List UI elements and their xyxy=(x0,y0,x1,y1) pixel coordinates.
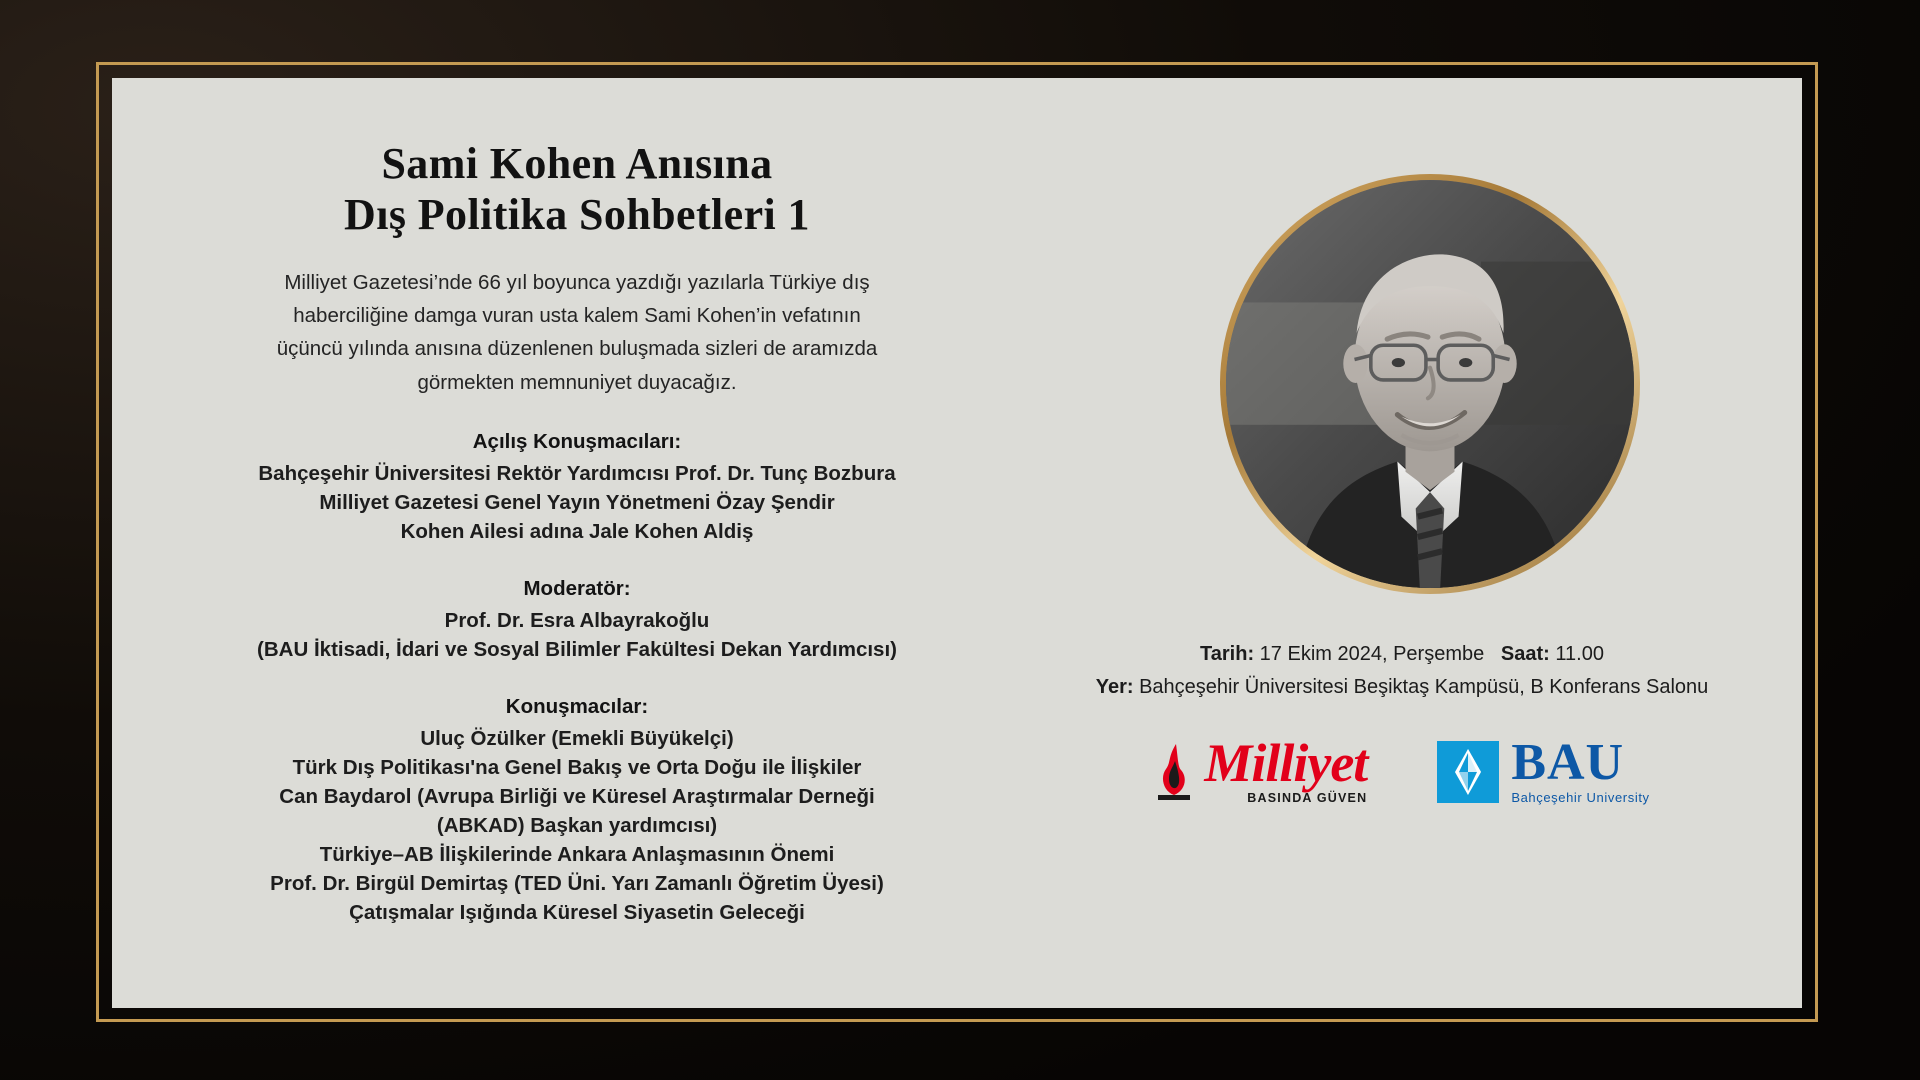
place-label: Yer: xyxy=(1095,676,1134,698)
moderator-line: (BAU İktisadi, İdari ve Sosyal Bilimler Fakültesi Dekan Yardımcısı) xyxy=(257,637,897,661)
poster-media-column xyxy=(1042,78,1802,1008)
speaker-line: (ABKAD) Başkan yardımcısı) xyxy=(436,814,718,838)
place-value: Bahçeşehir Üniversitesi Beşiktaş Kampüsü, B Konferans Salonu xyxy=(1139,676,1709,698)
intro-paragraph: Milliyet Gazetesi’nde 66 yıl boyunca yazdığı yazılarla Türkiye dış haberciliğine damga vuran usta kalem Sami Kohen’in vefatının üçüncü yılında anısına düzenlenen buluşmada sizleri de aramızda görmekten memnuniyet duyacağız. xyxy=(276,271,878,394)
speaker-line: Can Baydarol (Avrupa Birliği ve Küresel Araştırmalar Derneği xyxy=(279,785,875,809)
milliyet-logo xyxy=(1154,733,1368,806)
event-date-time-row xyxy=(1042,638,1762,671)
event-place-row xyxy=(1042,671,1762,704)
speaker-line: Çatışmalar Işığında Küresel Siyasetin Geleceği xyxy=(349,901,805,925)
bau-abbr: BAU xyxy=(1511,733,1625,791)
title-line-1: Sami Kohen Anısına xyxy=(381,139,773,188)
opening-speaker-line: Bahçeşehir Üniversitesi Rektör Yardımcısı Prof. Dr. Tunç Bozbura xyxy=(258,461,896,485)
moderator-line: Prof. Dr. Esra Albayrakoğlu xyxy=(444,608,710,632)
poster-card xyxy=(112,78,1802,1008)
bau-logo xyxy=(1437,733,1650,805)
speaker-line: Türkiye–AB İlişkilerinde Ankara Anlaşmasının Önemi xyxy=(319,843,835,867)
bau-emblem-icon xyxy=(1437,741,1499,803)
time-label: Saat: xyxy=(1500,643,1550,665)
page-title xyxy=(152,138,1002,240)
opening-speakers-heading: Açılış Konuşmacıları: xyxy=(472,429,682,453)
flame-icon xyxy=(1154,743,1194,801)
logo-row xyxy=(1042,733,1762,806)
date-value: 17 Ekim 2024, Perşembe xyxy=(1259,643,1485,665)
opening-speakers-block xyxy=(152,426,1002,546)
bau-wordmark-group xyxy=(1511,733,1650,805)
moderator-heading: Moderatör: xyxy=(523,577,631,600)
time-value: 11.00 xyxy=(1555,643,1604,665)
event-details xyxy=(1042,638,1762,704)
milliyet-tagline: BASINDA GÜVEN xyxy=(1247,791,1368,806)
opening-speaker-line: Kohen Ailesi adına Jale Kohen Aldiş xyxy=(400,519,754,543)
speakers-heading: Konuşmacılar: xyxy=(505,695,649,719)
milliyet-wordmark: Milliyet xyxy=(1204,733,1368,793)
bau-fullname: Bahçeşehir University xyxy=(1511,789,1650,805)
opening-speaker-line: Milliyet Gazetesi Genel Yayın Yönetmeni Özay Şendir xyxy=(319,490,835,514)
portrait-gold-ring xyxy=(1220,174,1640,594)
moderator-block xyxy=(152,573,1002,664)
poster-text-column xyxy=(112,78,1042,1008)
title-line-2: Dış Politika Sohbetleri 1 xyxy=(344,190,810,240)
speakers-block xyxy=(152,691,1002,928)
speaker-line: Türk Dış Politikası'na Genel Bakış ve Orta Doğu ile İlişkiler xyxy=(292,755,862,779)
speaker-line: Prof. Dr. Birgül Demirtaş (TED Üni. Yarı Zamanlı Öğretim Üyesi) xyxy=(270,872,884,896)
portrait-photo xyxy=(1226,180,1634,588)
date-label: Tarih: xyxy=(1200,643,1255,665)
milliyet-wordmark-group xyxy=(1204,733,1368,806)
speaker-line: Uluç Özülker (Emekli Büyükelçi) xyxy=(420,726,734,750)
